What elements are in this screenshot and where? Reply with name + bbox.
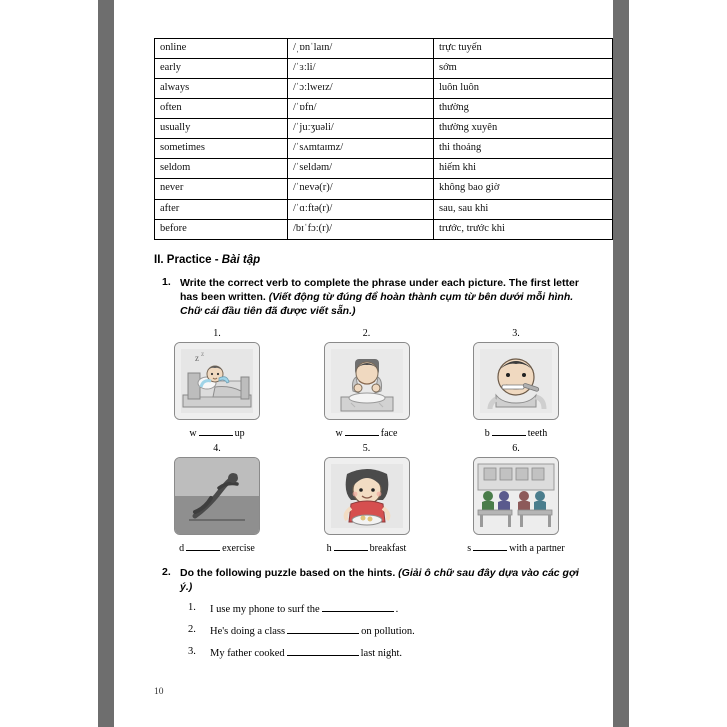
table-row xyxy=(155,199,613,219)
page-number: 10 xyxy=(154,687,164,697)
hint-3-number: 3. xyxy=(188,646,196,658)
answer-blank-6[interactable] xyxy=(473,541,507,551)
answer-blank-1[interactable] xyxy=(199,426,233,436)
exercise-2-instruction-en: Do the following puzzle based on the hints. xyxy=(180,567,396,580)
puzzle-hints xyxy=(154,602,579,659)
table-row xyxy=(155,119,613,139)
vocab-word: early xyxy=(155,59,288,79)
vocab-word: online xyxy=(155,39,288,59)
section-title-vi: Bài tập xyxy=(221,253,261,266)
picture-row-2 xyxy=(154,443,579,554)
answer-suffix-6: with a partner xyxy=(509,543,565,555)
answer-prefix-1: w xyxy=(189,428,197,440)
exercise-2-instruction-vi: (Giải ô chữ sau đây dựa vào các gợi ý.) xyxy=(180,567,579,594)
picture-item-3 xyxy=(453,328,579,439)
exercise-1 xyxy=(154,276,579,319)
vocab-meaning: trước, trước khi xyxy=(434,219,613,239)
picture-row-1 xyxy=(154,328,579,439)
picture-grid xyxy=(154,328,579,554)
answer-blank-5[interactable] xyxy=(334,541,368,551)
table-row xyxy=(155,99,613,119)
picture-item-4-caption xyxy=(179,541,255,554)
left-book-edge xyxy=(98,0,114,727)
answer-prefix-6: s xyxy=(467,543,472,555)
picture-item-1-caption xyxy=(189,426,244,439)
picture-item-1-label: 1. xyxy=(213,328,221,340)
svg-text:z: z xyxy=(195,353,199,364)
vocab-ipa: /ˈɑːftə(r)/ xyxy=(288,199,434,219)
vocab-meaning: hiếm khi xyxy=(434,159,613,179)
vocab-ipa: /ˈɜːli/ xyxy=(288,59,434,79)
vocab-meaning: trực tuyến xyxy=(434,39,613,59)
exercise-1-instruction-vi: (Viết động từ đúng để hoàn thành cụm từ bên dưới mỗi hình. Chữ cái đầu tiên đã được viết sẵn.) xyxy=(180,290,574,317)
table-row xyxy=(155,179,613,199)
hint-1-number: 1. xyxy=(188,602,196,614)
exercise-1-instruction xyxy=(180,276,579,319)
vocab-ipa: /ˌɒnˈlaɪn/ xyxy=(288,39,434,59)
vocab-meaning: sau, sau khi xyxy=(434,199,613,219)
vocab-meaning: không bao giờ xyxy=(434,179,613,199)
picture-item-1 xyxy=(154,328,280,439)
page-content xyxy=(154,38,579,668)
table-row xyxy=(155,159,613,179)
answer-prefix-3: b xyxy=(484,428,490,440)
table-row xyxy=(155,139,613,159)
hint-1-blank[interactable] xyxy=(322,602,394,612)
hint-item-3 xyxy=(188,646,579,659)
vocab-meaning: thường xuyên xyxy=(434,119,613,139)
answer-prefix-4: d xyxy=(179,543,185,555)
vocab-word: sometimes xyxy=(155,139,288,159)
hint-2-text xyxy=(210,624,579,637)
picture-item-4-label: 4. xyxy=(213,443,221,455)
picture-item-3-caption xyxy=(485,426,547,439)
picture-item-2-label: 2. xyxy=(362,328,371,340)
hint-item-2 xyxy=(188,624,579,637)
left-margin xyxy=(0,0,98,727)
table-row xyxy=(155,59,613,79)
answer-suffix-5: breakfast xyxy=(369,543,407,555)
vocab-word: always xyxy=(155,79,288,99)
answer-suffix-3: teeth xyxy=(527,428,548,440)
hint-2-number: 2. xyxy=(188,624,196,636)
vocab-word: seldom xyxy=(155,159,288,179)
picture-item-6-label: 6. xyxy=(512,443,520,455)
hint-2-after: on pollution. xyxy=(361,626,415,638)
vocab-meaning: thường xyxy=(434,99,613,119)
vocab-word: usually xyxy=(155,119,288,139)
vocab-ipa: /ˈjuːʒuəli/ xyxy=(288,119,434,139)
answer-blank-4[interactable] xyxy=(186,541,220,551)
hint-2-before: He's doing a class xyxy=(210,626,286,638)
vocab-ipa: /ˈsʌmtaɪmz/ xyxy=(288,139,434,159)
exercise-2-number: 2. xyxy=(162,566,171,579)
answer-prefix-2: w xyxy=(335,428,343,440)
boy-waking-up-in-bed-icon xyxy=(174,342,260,420)
section-number: II. xyxy=(154,253,164,266)
right-book-edge xyxy=(613,0,629,727)
table-row xyxy=(155,79,613,99)
vocab-meaning: luôn luôn xyxy=(434,79,613,99)
answer-suffix-4: exercise xyxy=(222,543,255,555)
hint-1-text xyxy=(210,602,579,615)
boy-washing-face-icon xyxy=(324,342,410,420)
vocab-meaning: sớm xyxy=(434,59,613,79)
vocab-word: before xyxy=(155,219,288,239)
hint-item-1 xyxy=(188,602,579,615)
section-heading xyxy=(154,254,579,266)
hint-3-after: last night. xyxy=(360,648,403,660)
vocab-word: never xyxy=(155,179,288,199)
boy-brushing-teeth-icon xyxy=(473,342,559,420)
section-title-en: Practice - xyxy=(166,253,219,266)
picture-item-3-label: 3. xyxy=(512,328,520,340)
girl-having-breakfast-icon xyxy=(324,457,410,535)
picture-item-2 xyxy=(304,328,430,439)
picture-item-5 xyxy=(304,443,430,554)
vocab-meaning: thi thoảng xyxy=(434,139,613,159)
exercise-2 xyxy=(154,566,579,594)
vocab-ipa: /bɪˈfɔː(r)/ xyxy=(288,219,434,239)
hint-1-before: I use my phone to surf the xyxy=(210,604,320,616)
exercise-1-number: 1. xyxy=(162,275,171,288)
hint-3-before: My father cooked xyxy=(210,648,285,660)
hint-3-text xyxy=(210,646,579,659)
vocab-word: after xyxy=(155,199,288,219)
person-exercising-icon xyxy=(174,457,260,535)
picture-item-5-caption xyxy=(327,541,407,554)
answer-suffix-1: up xyxy=(234,428,245,440)
answer-prefix-5: h xyxy=(326,543,332,555)
picture-item-6 xyxy=(453,443,579,554)
answer-suffix-2: face xyxy=(380,428,398,440)
answer-blank-2[interactable] xyxy=(345,426,379,436)
table-row xyxy=(155,219,613,239)
exercise-1-instruction-en: Write the correct verb to complete the phrase under each picture. The first letter has been written. xyxy=(180,276,579,303)
hint-1-after: . xyxy=(395,604,399,616)
picture-item-4 xyxy=(154,443,280,554)
picture-item-5-label: 5. xyxy=(362,443,371,455)
picture-item-2-caption xyxy=(336,426,398,439)
answer-blank-3[interactable] xyxy=(492,426,526,436)
hint-2-blank[interactable] xyxy=(287,624,359,634)
exercise-2-instruction xyxy=(180,566,579,594)
table-row xyxy=(155,39,613,59)
vocab-ipa: /ˈɒfn/ xyxy=(288,99,434,119)
vocab-ipa: /ˈseldəm/ xyxy=(288,159,434,179)
vocab-ipa: /ˈnevə(r)/ xyxy=(288,179,434,199)
svg-text:z: z xyxy=(201,350,205,359)
right-margin xyxy=(629,0,727,727)
students-speaking-in-class-icon xyxy=(473,457,559,535)
vocab-ipa: /ˈɔːlweɪz/ xyxy=(288,79,434,99)
page-sheet xyxy=(114,0,613,727)
vocabulary-table xyxy=(154,38,613,240)
picture-item-6-caption xyxy=(467,541,564,554)
vocab-word: often xyxy=(155,99,288,119)
hint-3-blank[interactable] xyxy=(287,646,359,656)
